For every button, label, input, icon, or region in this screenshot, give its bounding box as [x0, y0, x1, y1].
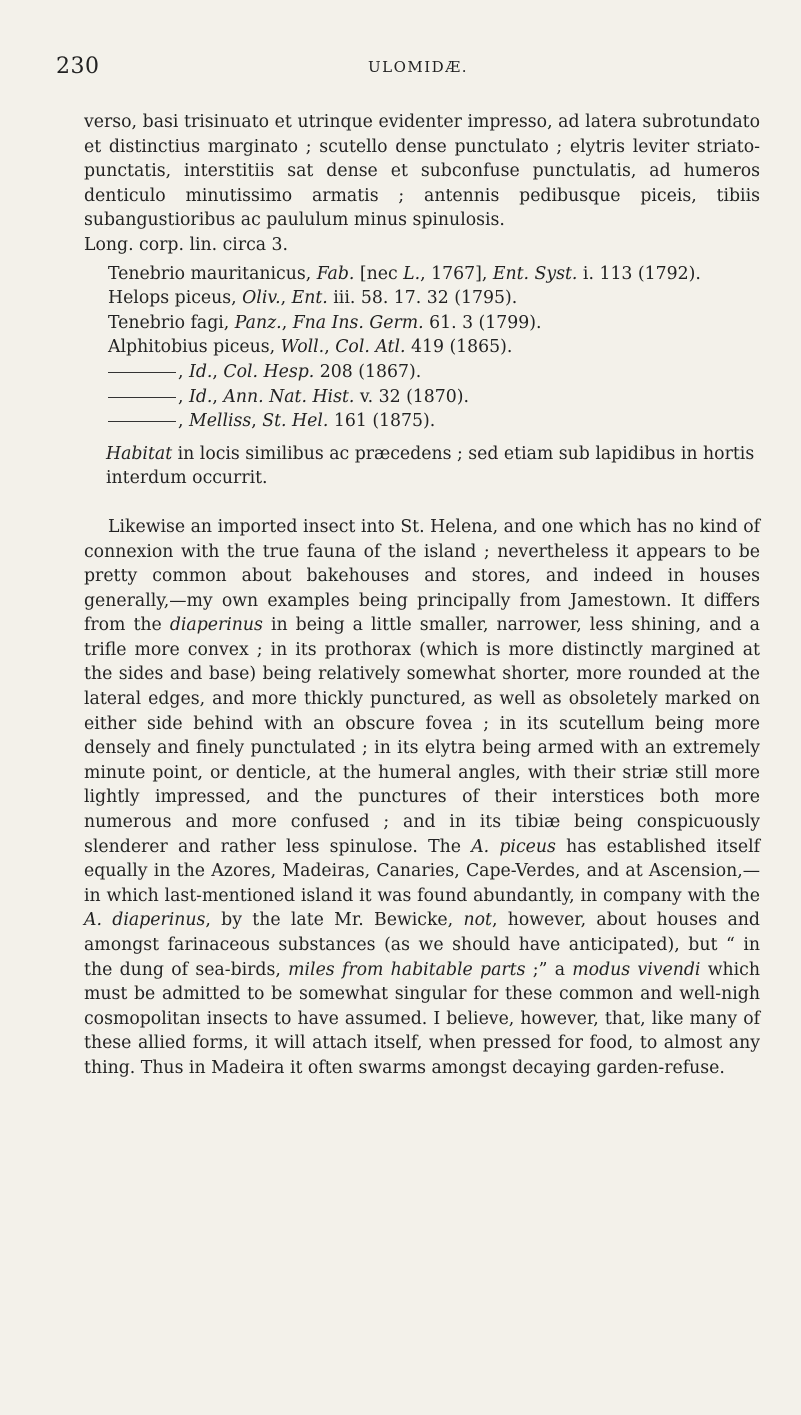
reference: 61. 3 (1799). — [423, 312, 542, 333]
work-title: Col. Atl. — [335, 337, 406, 358]
taxon-name: Tenebrio fagi, — [108, 312, 235, 333]
running-head: ULOMIDÆ. — [368, 58, 468, 76]
author: Id. — [189, 386, 213, 407]
author: Panz. — [234, 312, 282, 333]
author: Id. — [189, 361, 213, 382]
reference: i. 113 (1792). — [577, 263, 701, 284]
work-title: Ent. — [291, 288, 328, 309]
reference: 419 (1865). — [405, 337, 513, 358]
reference: 161 (1875). — [328, 411, 436, 432]
synonymy-entry: , Id., Col. Hesp. 208 (1867). — [108, 360, 760, 385]
ditto-dash — [108, 421, 176, 422]
synonymy-entry: , Melliss, St. Hel. 161 (1875). — [108, 409, 760, 434]
page-body — [84, 110, 760, 1081]
habitat-text: in locis similibus ac præcedens ; sed etiam sub lapidibus in hortis interdum occurrit. — [106, 443, 755, 489]
synonymy-list — [84, 262, 760, 434]
synonymy-entry: Tenebrio mauritanicus, Fab. [nec L., 1767], Ent. Syst. i. 113 (1792). — [108, 263, 701, 284]
english-paragraph — [84, 515, 760, 1081]
synonymy-entry: Helops piceus, Oliv., Ent. iii. 58. 17. 32 (1795). — [108, 288, 518, 309]
work-title: St. Hel. — [262, 411, 329, 432]
text-run: in being a little smaller, narrower, less shining, and a trifle more convex ; in its prothorax (which is more distinctly margined at the sides and base) being relatively somewhat shorter, more rounded at the lateral edges, and more thickly punctured, as well as obsoletely marked on either side behind with an obscure fovea ; in its scutellum being more densely and finely punctulated ; in its elytra being armed with an extremely minute point, or denticle, at the humeral angles, with their striæ still more lightly impressed, and the punctures of their interstices both more numerous and more confused ; and in its tibiæ being conspicuously slenderer and rather less spinulose. The — [84, 615, 760, 857]
body-length: Long. corp. lin. circa 3. — [84, 234, 289, 255]
ditto-dash — [108, 397, 176, 398]
taxon-name: Helops piceus, — [108, 288, 243, 309]
page-number: 230 — [56, 54, 100, 79]
author: Woll. — [280, 337, 325, 358]
text-run: ;” a — [525, 959, 573, 980]
work-title: Ent. Syst. — [492, 263, 578, 284]
text-run: , however, about houses and amongst farinaceous substances (as we should have anticipated), but “ in the dung of sea-birds, — [84, 910, 760, 980]
ditto-dash — [108, 372, 176, 373]
italic-run: not — [463, 910, 492, 931]
synonymy-entry: , Id., Ann. Nat. Hist. v. 32 (1870). — [108, 385, 760, 410]
italic-run: modus vivendi — [572, 959, 701, 980]
italic-run: diaperinus — [169, 615, 263, 636]
work-title: Fna Ins. Germ. — [292, 312, 424, 333]
text-run: which must be admitted to be somewhat singular for these common and well-nigh cosmopolitan insects to have assumed. I believe, however, that, like many of these allied forms, it will attach itself, when pressed for food, to almost any thing. Thus in Madeira it often swarms amongst decaying garden-refuse. — [84, 959, 760, 1078]
habitat-paragraph — [84, 442, 760, 491]
taxon-name: Tenebrio mauritanicus, — [108, 263, 317, 284]
author: L. — [403, 263, 421, 284]
synonymy-entry: Tenebrio fagi, Panz., Fna Ins. Germ. 61. 3 (1799). — [108, 312, 542, 333]
work-title: Ann. Nat. Hist. — [223, 386, 355, 407]
text-run: Likewise an imported insect into St. Helena, and one which has no kind of connexion with the true fauna of the island ; nevertheless it appears to be pretty common about bakehouses and stores, and indeed in houses generally,—my own examples being principally from Jamestown. It differs from the — [84, 516, 760, 636]
author: Melliss — [189, 411, 252, 432]
italic-run: A. piceus — [471, 836, 556, 857]
reference: v. 32 (1870). — [354, 386, 470, 407]
synonymy-entry: Alphitobius piceus, Woll., Col. Atl. 419 (1865). — [108, 337, 513, 358]
work-title: Col. Hesp. — [223, 361, 315, 382]
habitat-label: Habitat — [106, 443, 173, 464]
reference: iii. 58. 17. 32 (1795). — [327, 288, 518, 309]
text-run: , by the late Mr. Bewicke, — [205, 910, 464, 931]
author: Fab. — [316, 263, 355, 284]
latin-description: verso, basi trisinuato et utrinque evidenter impresso, ad latera subrotundato et distinctius marginato ; scutello dense punctulato ; elytris leviter striato-punctatis, interstitiis sat dense et subconfuse punctulatis, ad humeros denticulo minutissimo armatis ; antennis pedibusque piceis, tibiis subangustioribus ac paululum minus spinulosis. — [84, 112, 760, 231]
author: Oliv. — [242, 288, 281, 309]
italic-run: A. diaperinus — [84, 910, 206, 931]
text-run: has established itself equally in the Azores, Madeiras, Canaries, Cape-Verdes, and at Ascension,—in which last-mentioned island it was found abundantly, in company with the — [84, 836, 760, 906]
reference: 208 (1867). — [314, 361, 422, 382]
taxon-name: Alphitobius piceus, — [108, 337, 281, 358]
italic-run: miles from habitable parts — [288, 959, 526, 980]
